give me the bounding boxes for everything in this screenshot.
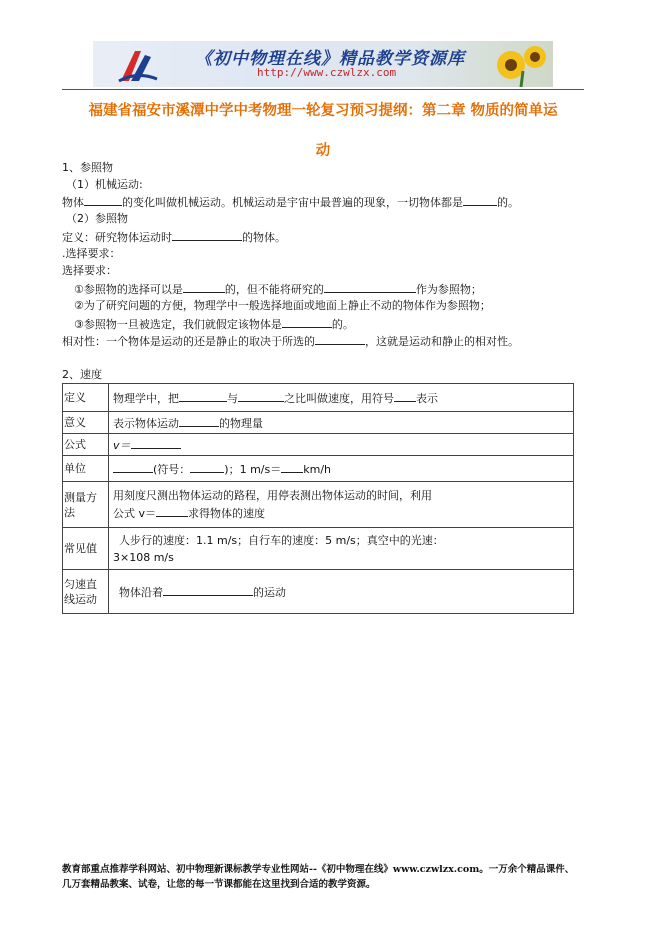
table-row [63, 570, 574, 614]
row-value-uniform-motion: 物体沿着 的运动 [109, 570, 574, 614]
site-logo-icon [115, 45, 159, 85]
blank-field[interactable] [315, 333, 365, 345]
reference-object-heading: （2）参照物 [66, 212, 128, 225]
blank-field[interactable] [190, 461, 224, 473]
title-line-2: 动 [315, 142, 331, 159]
blank-field[interactable] [172, 229, 242, 241]
title-line-1: 福建省福安市溪潭中学中考物理一轮复习预习提纲：第二章 物质的简单运 [88, 102, 558, 119]
row-key-measurement: 测量方法 [63, 482, 109, 528]
blank-field[interactable] [463, 194, 497, 206]
blank-field[interactable] [113, 461, 153, 473]
header-divider [62, 89, 584, 90]
blank-field[interactable] [281, 461, 303, 473]
blank-field[interactable] [163, 584, 253, 596]
mechanical-motion-heading: （1）机械运动: [66, 178, 143, 191]
section-2-heading: 2、速度 [62, 368, 102, 381]
table-row [63, 412, 574, 434]
row-value-meaning: 表示物体运动 的物理量 [109, 412, 574, 434]
page-footer [62, 862, 602, 892]
row-key-common-values: 常见值 [63, 528, 109, 570]
row-key-meaning: 意义 [63, 412, 109, 434]
blank-field[interactable] [131, 437, 181, 449]
row-value-unit: (符号： )；1 m/s＝ km/h [109, 456, 574, 482]
blank-field[interactable] [156, 505, 188, 517]
footer-line-1: 教育部重点推荐学科网站、初中物理新课标教学专业性网站--《初中物理在线》www.czwlzx.com。一万余个精品课件、 [62, 864, 575, 875]
table-row [63, 434, 574, 456]
relativity-text: 相对性：一个物体是运动的还是静止的取决于所选的 ，这就是运动和静止的相对性。 [62, 335, 519, 348]
requirement-item-1: ①参照物的选择可以是 的，但不能将研究的 作为参照物； [74, 283, 482, 296]
blank-field[interactable] [324, 281, 416, 293]
sunflower-icon [491, 43, 549, 87]
blank-field[interactable] [179, 415, 219, 427]
row-key-uniform-motion: 匀速直线运动 [63, 570, 109, 614]
blank-field[interactable] [282, 316, 332, 328]
row-value-common-values: 人步行的速度：1.1 m/s；自行车的速度：5 m/s；真空中的光速： 3×108 m/s [109, 528, 574, 570]
table-row [63, 384, 574, 412]
row-value-formula: v＝ [109, 434, 574, 456]
row-key-definition: 定义 [63, 384, 109, 412]
blank-field[interactable] [394, 390, 416, 402]
table-row [63, 482, 574, 528]
requirement-item-2: ②为了研究问题的方便，物理学中一般选择地面或地面上静止不动的物体作为参照物； [74, 299, 491, 312]
table-row [63, 528, 574, 570]
row-key-formula: 公式 [63, 434, 109, 456]
selection-requirement-2: 选择要求： [62, 264, 117, 277]
table-row [63, 456, 574, 482]
row-value-definition: 物理学中，把 与 之比叫做速度，用符号 表示 [109, 384, 574, 412]
row-key-unit: 单位 [63, 456, 109, 482]
banner-url: http://www.czwlzx.com [257, 66, 397, 79]
requirement-item-3: ③参照物一旦被选定，我们就假定该物体是 的。 [74, 318, 354, 331]
header-banner [93, 41, 553, 87]
section-1-heading: 1、参照物 [62, 161, 113, 174]
selection-requirement-1: .选择要求： [62, 247, 121, 260]
speed-table [62, 383, 574, 614]
row-value-measurement: 用刻度尺测出物体运动的路程，用停表测出物体运动的时间，利用 公式 v＝ 求得物体的速度 [109, 482, 574, 528]
mechanical-motion-text: 物体 的变化叫做机械运动。机械运动是宇宙中最普遍的现象，一切物体都是 的。 [62, 196, 519, 209]
reference-definition: 定义：研究物体运动时 的物体。 [62, 231, 286, 244]
banner-title: 《初中物理在线》精品教学资源库 [195, 49, 465, 69]
blank-field[interactable] [183, 281, 225, 293]
blank-field[interactable] [179, 390, 227, 402]
footer-line-2: 几万套精品教案、试卷，让您的每一节课都能在这里找到合适的教学资源。 [62, 879, 376, 890]
blank-field[interactable] [238, 390, 284, 402]
document-title [62, 96, 584, 166]
blank-field[interactable] [84, 194, 122, 206]
